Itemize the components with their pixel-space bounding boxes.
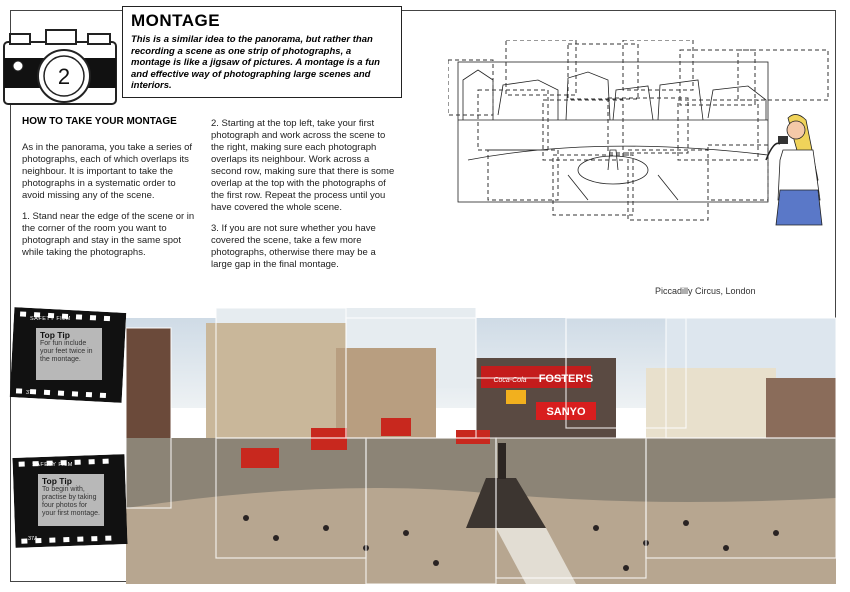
page-title: MONTAGE	[131, 11, 221, 30]
film-number: 37A	[28, 536, 38, 542]
howto-heading: HOW TO TAKE YOUR MONTAGE	[22, 116, 177, 127]
montage-sketch-illustration	[448, 40, 838, 240]
intro-text: This is a similar idea to the panorama, but rather than recording a scene as one strip of photographs, a montage is like a jigsaw of pictures. A montage is a fun and effective way of photographing large scenes and interiors.	[131, 34, 380, 91]
photo-caption: Piccadilly Circus, London	[655, 286, 756, 296]
text-column-1	[22, 142, 200, 268]
paragraph: As in the panorama, you take a series of photographs, each of which overlaps its neighbour. It is important to take the photographs in a systematic order to avoid missing any of the scene.	[22, 142, 193, 201]
tip-text: To begin with, practise by taking four photos for your first montage.	[42, 486, 100, 517]
film-brand: SAFETY FILM	[30, 316, 71, 322]
paragraph: 3. If you are not sure whether you have covered the scene, take a few more photographs, otherwise there may be a large gap in the final montage.	[211, 223, 376, 270]
sign-text: Coca-Cola	[493, 377, 527, 384]
tip-title: Top Tip	[42, 476, 72, 486]
film-brand: SAFETY FILM	[32, 462, 73, 468]
step-badge: 2	[57, 64, 71, 89]
camera-icon	[2, 28, 120, 110]
top-tip-film-card	[14, 456, 126, 546]
piccadilly-montage-photo	[126, 278, 836, 584]
tip-box	[36, 328, 102, 380]
top-tip-film-card	[12, 310, 124, 400]
sign-text: SANYO	[546, 406, 586, 418]
paragraph: 1. Stand near the edge of the scene or in the corner of the room you want to photograph and stay in the same spot while taking the photographs.	[22, 211, 195, 258]
tip-box	[38, 474, 104, 526]
text-column-2	[211, 118, 395, 280]
tip-text: For fun include your feet twice in the montage.	[40, 340, 93, 363]
girl-photographer-illustration	[766, 114, 822, 225]
paragraph: 2. Starting at the top left, take your first photograph and work across the scene to the right, making sure each photograph overlaps its neighbour. Work across a second row, making sure that there is some overlap at the top with the photographs of the first row. Repeat the process until you have covered the whole scene.	[211, 118, 395, 213]
title-box	[122, 6, 402, 98]
tip-title: Top Tip	[40, 330, 70, 340]
sign-text: FOSTER'S	[538, 373, 594, 385]
film-number: 37A	[26, 390, 36, 396]
